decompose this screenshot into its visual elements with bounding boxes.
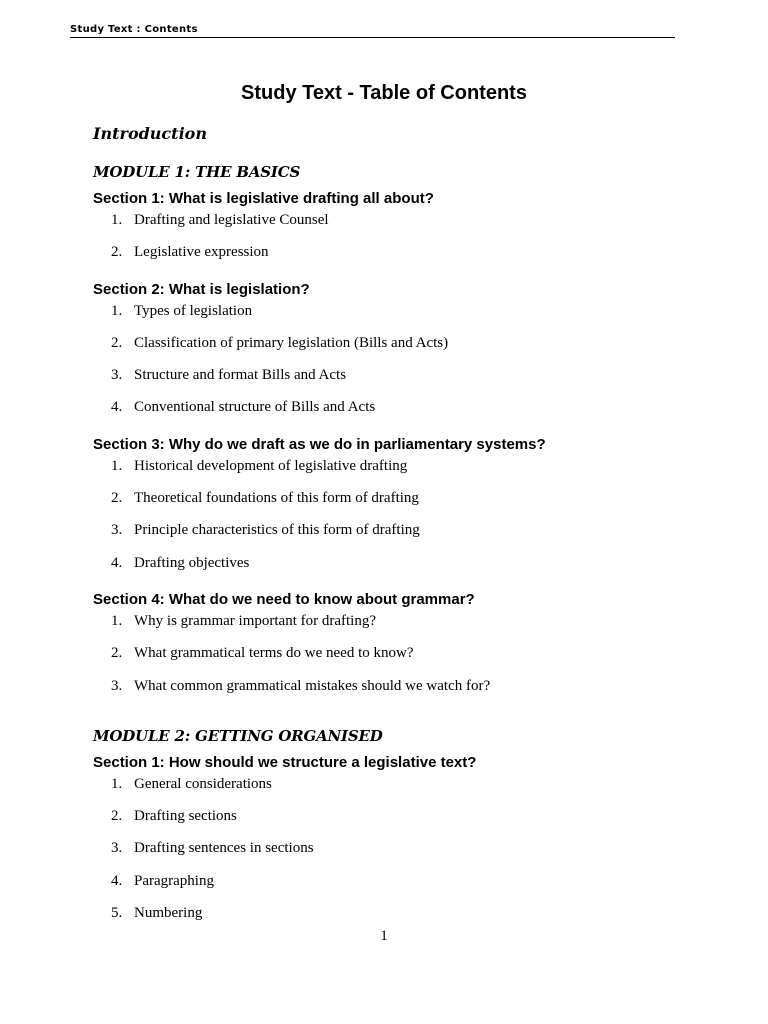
section-item-list	[93, 774, 693, 935]
item-text: Paragraphing	[134, 872, 214, 889]
section-heading: Section 3: Why do we draft as we do in parliamentary systems?	[93, 435, 546, 453]
section-item-list	[93, 611, 693, 708]
item-number: 2.	[111, 244, 123, 261]
item-text: Conventional structure of Bills and Acts	[134, 399, 376, 416]
list-item	[93, 838, 693, 870]
item-text: Principle characteristics of this form of drafting	[134, 522, 420, 539]
item-text: Why is grammar important for drafting?	[134, 612, 377, 629]
item-number: 1.	[111, 212, 123, 228]
list-item	[93, 676, 693, 708]
list-item	[93, 210, 693, 242]
intro-heading: Introduction	[93, 124, 207, 143]
section-heading: Section 2: What is legislation?	[93, 280, 310, 298]
item-text: Legislative expression	[134, 244, 269, 261]
list-item	[93, 456, 693, 488]
list-item	[93, 488, 693, 520]
item-number: 3.	[111, 677, 123, 694]
section-item-list	[93, 301, 693, 430]
item-number: 1.	[111, 612, 123, 629]
list-item	[93, 553, 693, 585]
list-item	[93, 611, 693, 643]
item-number: 2.	[111, 490, 123, 507]
item-number: 1.	[111, 775, 123, 792]
item-text: Classification of primary legislation (Bills and Acts)	[134, 334, 449, 351]
item-number: 1.	[111, 302, 123, 319]
item-number: 4.	[111, 399, 123, 416]
item-number: 4.	[111, 872, 123, 889]
item-number: 2.	[111, 334, 123, 351]
item-text: Historical development of legislative drafting	[134, 457, 408, 474]
running-header: Study Text : Contents	[70, 24, 675, 38]
section-item-list	[93, 210, 693, 275]
module-heading: MODULE 2: GETTING ORGANISED	[93, 726, 383, 745]
list-item	[93, 242, 693, 274]
item-number: 3.	[111, 367, 123, 384]
item-number: 5.	[111, 905, 123, 922]
item-text: Numbering	[134, 905, 203, 922]
list-item	[93, 333, 693, 365]
contents-body	[93, 124, 693, 935]
list-item	[93, 774, 693, 806]
list-item	[93, 397, 693, 429]
item-number: 3.	[111, 840, 123, 857]
page-number: 1	[380, 928, 388, 944]
section-heading: Section 1: What is legislative drafting all about?	[93, 190, 434, 207]
item-number: 4.	[111, 554, 123, 571]
item-number: 2.	[111, 808, 123, 825]
item-text: Drafting objectives	[134, 554, 250, 571]
item-text: Drafting sentences in sections	[134, 840, 314, 857]
module-heading: MODULE 1: THE BASICS	[93, 163, 301, 181]
list-item	[93, 365, 693, 397]
list-item	[93, 643, 693, 675]
item-text: Types of legislation	[134, 302, 253, 319]
item-text: Drafting and legislative Counsel	[134, 212, 329, 228]
item-number: 1.	[111, 457, 123, 474]
section-heading: Section 4: What do we need to know about grammar?	[93, 590, 475, 608]
list-item	[93, 301, 693, 333]
list-item	[93, 806, 693, 838]
item-text: What grammatical terms do we need to know?	[134, 645, 414, 662]
list-item	[93, 871, 693, 903]
item-text: General considerations	[134, 775, 272, 792]
item-text: What common grammatical mistakes should we watch for?	[134, 677, 491, 694]
page-title: Study Text - Table of Contents	[241, 82, 527, 104]
section-heading: Section 1: How should we structure a legislative text?	[93, 753, 477, 771]
item-text: Structure and format Bills and Acts	[134, 367, 347, 384]
item-number: 3.	[111, 522, 123, 539]
item-text: Drafting sections	[134, 808, 237, 825]
item-number: 2.	[111, 645, 123, 662]
list-item	[93, 520, 693, 552]
item-text: Theoretical foundations of this form of drafting	[134, 490, 419, 507]
section-item-list	[93, 456, 693, 585]
